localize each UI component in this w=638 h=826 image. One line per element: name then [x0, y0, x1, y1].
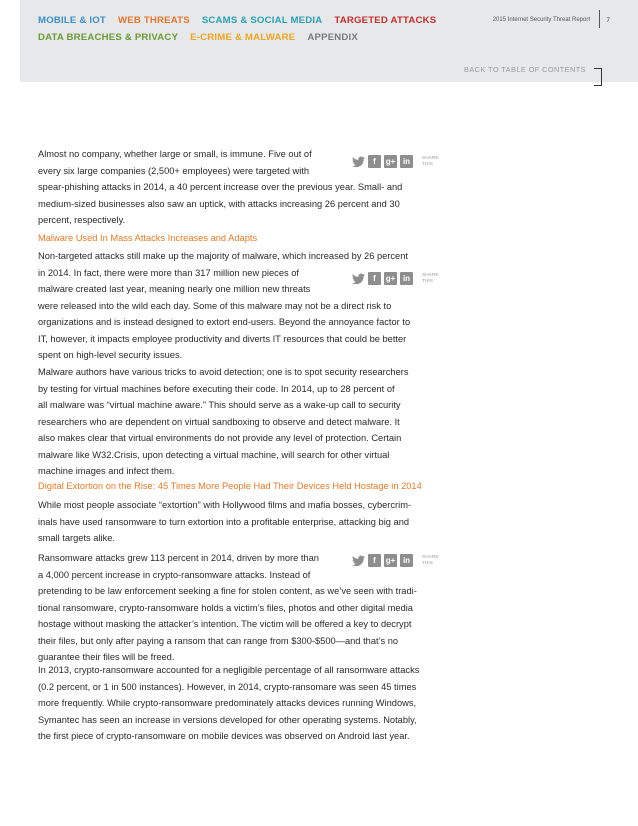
nav-ecrime-malware[interactable]: E-CRIME & MALWARE [190, 32, 296, 43]
text-line: by testing for virtual machines before executing their code. In 2014, up to 28 percent of [38, 383, 395, 394]
nav-row-2 [38, 32, 358, 43]
paragraph-ransomware-growth [38, 550, 456, 666]
text-line: pretending to be law enforcement seeking a fine for stolen content, as we’ve seen with tradi- [38, 586, 417, 596]
text-line: every six large companies (2,500+ employees) were targeted with [38, 165, 310, 176]
nav-web-threats[interactable]: WEB THREATS [117, 15, 190, 26]
google-plus-icon[interactable]: g+ [385, 274, 396, 283]
text-line: all malware was “virtual machine aware.” This should serve as a wake-up call to security [38, 400, 401, 410]
text-line: Non-targeted attacks still make up the majority of malware, which increased by 26 percent [38, 251, 408, 261]
text-line: While most people associate “extortion” with Hollywood films and mafia bosses, cybercrim- [38, 500, 412, 510]
nav-appendix[interactable]: APPENDIX [307, 32, 359, 43]
text-line: malware created last year, meaning nearly one million new threats [38, 284, 311, 294]
subhead-digital-extortion: Digital Extortion on the Rise: 45 Times More People Had Their Devices Held Hostage in 2014 [38, 481, 422, 491]
share-this-label [422, 555, 440, 566]
bracket-decoration [594, 68, 602, 86]
share-widget-1 [352, 155, 440, 168]
report-title: 2015 Internet Security Threat Report [492, 17, 590, 23]
title-divider [599, 10, 600, 28]
header-bar [20, 0, 638, 82]
text-line: IT, however, it impacts employee productivity and diverts IT resources that could be better [38, 333, 407, 344]
linkedin-icon[interactable]: in [400, 272, 413, 285]
text-line: medium-sized businesses also saw an uptick, with attacks increasing 26 percent and 30 [38, 198, 400, 209]
share-label-line: THIS [422, 560, 433, 566]
share-widget-2 [352, 272, 440, 285]
text-line: were released into the wild each day. Some of this malware may not be a direct risk to [38, 300, 392, 311]
text-line: more frequently. While crypto-ransomware predominately attacks devices running Windows, [38, 698, 417, 708]
linkedin-icon[interactable]: in [400, 554, 413, 567]
text-line: their files, but only after paying a ransom that can range from $300-$500—and that’s no [38, 635, 399, 646]
twitter-icon[interactable] [352, 155, 365, 168]
share-this-label [422, 156, 440, 167]
paragraph-extortion [38, 497, 456, 547]
google-plus-icon[interactable]: g+ [385, 556, 396, 565]
text-line: the first piece of crypto-ransomware on mobile devices was observed on Android last year. [38, 731, 410, 741]
text-line: inals have used ransomware to turn extortion into a profitable enterprise, attacking big and [38, 516, 410, 527]
share-widget-3 [352, 554, 440, 567]
text-line: guarantee their files will be freed. [38, 652, 175, 662]
text-line: in 2014. In fact, there were more than 317 million new pieces of [38, 267, 299, 278]
linkedin-icon[interactable]: in [400, 155, 413, 168]
text-line: (0.2 percent, or 1 in 500 instances). However, in 2014, crypto-ransomare was seen 45 times [38, 681, 417, 692]
text-line: percent, respectively. [38, 215, 126, 225]
text-line: tional ransomware, crypto-ransomware holds a victim’s files, photos and other digital media [38, 602, 413, 613]
text-line: In 2013, crypto-ransomware accounted for a negligible percentage of all ransomware attacks [38, 665, 420, 675]
facebook-icon[interactable]: f [368, 554, 381, 567]
share-this-label [422, 273, 440, 284]
text-line: also makes clear that virtual environments do not provide any level of protection. Certain [38, 433, 402, 443]
paragraph-crypto-ransomware [38, 662, 456, 745]
facebook-icon[interactable]: f [368, 272, 381, 285]
text-line: spent on high-level security issues. [38, 350, 183, 360]
share-label-line: SHARE [422, 156, 439, 161]
text-line: Malware authors have various tricks to avoid detection; one is to spot security researchers [38, 367, 409, 377]
nav-mobile-iot[interactable]: MOBILE & IOT [38, 15, 106, 26]
share-label-line: THIS [422, 161, 433, 167]
nav-scams-social-media[interactable]: SCAMS & SOCIAL MEDIA [201, 15, 323, 26]
paragraph-non-targeted-attacks [38, 248, 456, 364]
text-line: machine images and infect them. [38, 466, 175, 476]
text-line: Symantec has seen an increase in versions developed for other operating systems. Notably, [38, 714, 417, 725]
text-line: organizations and is instead designed to extort end-users. Beyond the annoyance factor to [38, 317, 411, 327]
nav-row-1 [38, 15, 436, 26]
share-label-line: THIS [422, 278, 433, 284]
text-line: hostage without masking the attacker’s intention. The victim will be offered a key to decrypt [38, 619, 412, 629]
subhead-mass-attacks: Malware Used In Mass Attacks Increases and Adapts [38, 233, 258, 243]
back-to-toc-link[interactable]: BACK TO TABLE OF CONTENTS [464, 65, 586, 74]
text-line: spear-phishing attacks in 2014, a 40 percent increase over the previous year. Small- and [38, 182, 403, 192]
text-line: researchers who are dependent on virtual sandboxing to observe and detect malware. It [38, 416, 400, 427]
text-line: Almost no company, whether large or small, is immune. Five out of [38, 149, 312, 159]
share-label-line: SHARE [422, 273, 439, 278]
page-number: 7 [606, 17, 610, 24]
paragraph-virtual-machine-aware [38, 364, 456, 480]
google-plus-icon[interactable]: g+ [385, 157, 396, 166]
text-line: malware like W32.Crisis, upon detecting a virtual machine, will search for other virtual [38, 449, 390, 460]
text-line: a 4,000 percent increase in crypto-ransomware attacks. Instead of [38, 569, 311, 580]
share-label-line: SHARE [422, 555, 439, 560]
twitter-icon[interactable] [352, 554, 365, 567]
twitter-icon[interactable] [352, 272, 365, 285]
text-line: small targets alike. [38, 533, 115, 543]
nav-data-breaches-privacy[interactable]: DATA BREACHES & PRIVACY [38, 32, 179, 43]
nav-targeted-attacks[interactable]: TARGETED ATTACKS [334, 15, 437, 26]
facebook-icon[interactable]: f [368, 155, 381, 168]
text-line: Ransomware attacks grew 113 percent in 2014, driven by more than [38, 553, 319, 563]
